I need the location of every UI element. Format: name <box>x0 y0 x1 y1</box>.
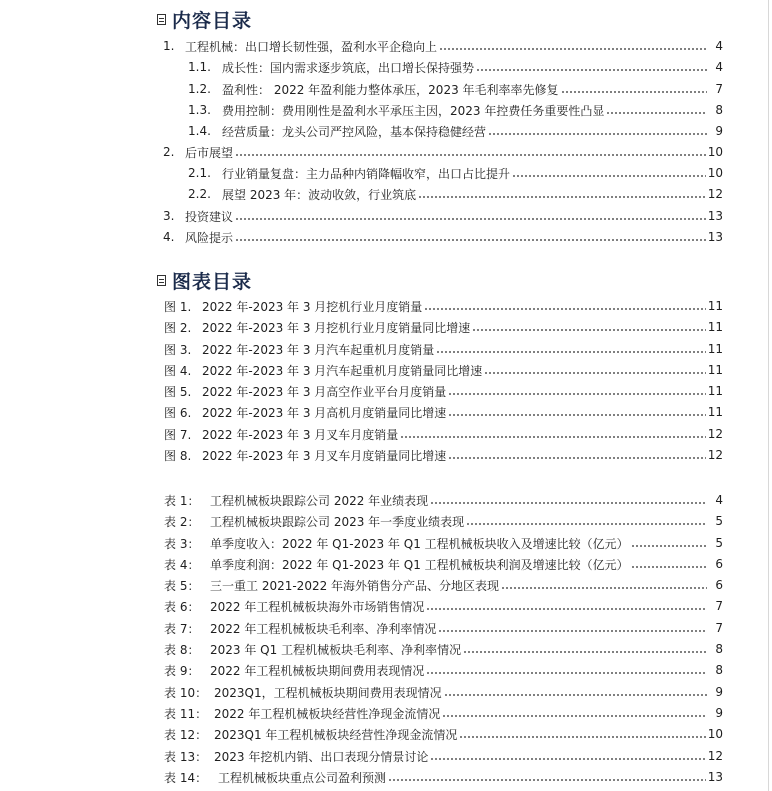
toc-entry[interactable] <box>188 100 723 120</box>
toc-entry-title: 费用控制：费用刚性是盈利水平承压主因，2023 年控费任务重要性凸显 <box>222 103 605 118</box>
figure-entry-title: 2022 年-2023 年 3 月挖机行业月度销量 <box>202 299 423 314</box>
figure-entry-page: 11 <box>707 363 723 377</box>
toc-entry-title: 经营质量：龙头公司严控风险，基本保持稳健经营 <box>222 124 487 139</box>
dot-leader <box>448 392 705 397</box>
table-entry[interactable] <box>164 575 723 595</box>
figure-entry-number: 图 6. <box>164 405 192 420</box>
dot-leader <box>512 174 706 179</box>
dot-leader <box>631 544 707 549</box>
toc-entry-number: 1.1. <box>188 60 211 74</box>
table-entry-title: 2023Q1，工程机械板块期间费用表现情况 <box>214 685 442 700</box>
toc-entry-title: 盈利性： 2022 年盈利能力整体承压，2023 年毛利率率先修复 <box>222 82 559 97</box>
dot-leader <box>466 522 707 527</box>
table-entry-page: 5 <box>715 514 723 528</box>
table-entry-number: 表 1： <box>164 493 200 508</box>
toc-entry-page: 10 <box>707 145 723 159</box>
dot-leader <box>631 565 707 570</box>
dot-leader <box>235 217 706 222</box>
table-entry-title: 2022 年工程机械板块海外市场销售情况 <box>210 599 425 614</box>
table-entry-page: 6 <box>715 557 723 571</box>
dot-leader <box>426 607 707 612</box>
dot-leader <box>472 328 705 333</box>
contents-heading <box>157 5 252 33</box>
toc-entry-title: 行业销量复盘：主力品种内销降幅收窄，出口占比提升 <box>222 166 511 181</box>
figure-entry-title: 2022 年-2023 年 3 月高空作业平台月度销量 <box>202 384 447 399</box>
figure-entry-page: 11 <box>707 320 723 334</box>
figure-entry-title: 2022 年-2023 年 3 月挖机行业月度销量同比增速 <box>202 320 471 335</box>
figure-entry-page: 11 <box>707 384 723 398</box>
toc-entry[interactable] <box>163 206 723 226</box>
dot-leader <box>442 714 707 719</box>
table-entry[interactable] <box>164 511 723 531</box>
table-entry-page: 6 <box>715 578 723 592</box>
table-entry-number: 表 10： <box>164 685 208 700</box>
table-entry-number: 表 11： <box>164 706 208 721</box>
dot-leader <box>388 778 706 783</box>
figure-entry[interactable] <box>164 381 723 401</box>
figure-entry-number: 图 8. <box>164 448 192 463</box>
toc-entry[interactable] <box>188 79 723 99</box>
table-entry-page: 9 <box>715 706 723 720</box>
table-entry-title: 2023Q1 年工程机械板块经营性净现金流情况 <box>214 727 458 742</box>
dot-leader <box>488 132 707 137</box>
toc-entry[interactable] <box>163 227 723 247</box>
dot-leader <box>235 153 706 158</box>
dot-leader <box>448 413 705 418</box>
table-entry[interactable] <box>164 682 723 702</box>
table-entry-page: 8 <box>715 642 723 656</box>
table-entry-number: 表 9： <box>164 663 200 678</box>
table-entry-number: 表 3： <box>164 536 200 551</box>
table-entry-number: 表 4： <box>164 557 200 572</box>
table-entry-page: 10 <box>707 727 723 741</box>
figure-entry-page: 11 <box>707 405 723 419</box>
table-entry-title: 工程机械板块跟踪公司 2022 年业绩表现 <box>210 493 429 508</box>
table-entry[interactable] <box>164 660 723 680</box>
table-entry-title: 工程机械板块跟踪公司 2023 年一季度业绩表现 <box>210 514 465 529</box>
toc-entry[interactable] <box>163 142 723 162</box>
figure-entry-title: 2022 年-2023 年 3 月叉车月度销量 <box>202 427 399 442</box>
toc-entry[interactable] <box>163 36 723 56</box>
figure-entry-page: 11 <box>707 299 723 313</box>
contents-heading-text: 内容目录 <box>172 9 253 32</box>
figure-entry-title: 2022 年-2023 年 3 月叉车月度销量同比增速 <box>202 448 447 463</box>
table-entry-number: 表 7： <box>164 621 200 636</box>
toc-entry-number: 1.4. <box>188 124 211 138</box>
table-entry-page: 7 <box>715 599 723 613</box>
table-entry-title: 2022 年工程机械板块经营性净现金流情况 <box>214 706 441 721</box>
table-entry-page: 5 <box>715 536 723 550</box>
dot-leader <box>444 693 707 698</box>
toc-entry-title: 展望 2023 年：波动收敛，行业筑底 <box>222 187 417 202</box>
toc-entry-number: 4. <box>163 230 175 244</box>
figures-heading <box>157 266 252 294</box>
figures-heading-text: 图表目录 <box>172 270 253 293</box>
dot-leader <box>400 435 705 440</box>
table-entry-number: 表 5： <box>164 578 200 593</box>
toc-entry-number: 2.1. <box>188 166 211 180</box>
table-entry[interactable] <box>164 533 723 553</box>
toc-entry[interactable] <box>188 121 723 141</box>
table-entry-title: 2023 年挖机内销、出口表现分情景讨论 <box>214 749 429 764</box>
toc-entry[interactable] <box>188 184 723 204</box>
toc-entry-number: 1.3. <box>188 103 211 117</box>
table-entry-number: 表 14： <box>164 770 208 785</box>
table-entry-title: 2022 年工程机械板块毛利率、净利率情况 <box>210 621 437 636</box>
toc-entry-page: 7 <box>715 82 723 96</box>
toc-entry-page: 4 <box>715 39 723 53</box>
table-entry-number: 表 8： <box>164 642 200 657</box>
toc-entry-title: 成长性：国内需求逐步筑底，出口增长保持强势 <box>222 60 475 75</box>
dot-leader <box>459 735 705 740</box>
figure-entry[interactable] <box>164 339 723 359</box>
toc-entry-page: 8 <box>715 103 723 117</box>
figure-entry-page: 12 <box>707 448 723 462</box>
table-entry-title: 单季度利润：2022 年 Q1-2023 年 Q1 工程机械板块利润及增速比较（亿元） <box>210 557 629 572</box>
dot-leader <box>439 47 707 52</box>
toc-entry-number: 1.2. <box>188 82 211 96</box>
dot-leader <box>426 671 707 676</box>
table-entry-number: 表 13： <box>164 749 208 764</box>
figure-entry-title: 2022 年-2023 年 3 月汽车起重机月度销量 <box>202 342 435 357</box>
dot-leader <box>436 350 705 355</box>
toc-entry-number: 2. <box>163 145 175 159</box>
toc-entry-page: 4 <box>715 60 723 74</box>
table-entry-page: 4 <box>715 493 723 507</box>
table-entry-title: 单季度收入：2022 年 Q1-2023 年 Q1 工程机械板块收入及增速比较（亿元） <box>210 536 629 551</box>
figure-entry-number: 图 2. <box>164 320 192 335</box>
toc-entry-page: 10 <box>707 166 723 180</box>
figure-entry[interactable] <box>164 317 723 337</box>
table-entry-number: 表 2： <box>164 514 200 529</box>
table-entry[interactable] <box>164 490 723 510</box>
table-entry[interactable] <box>164 639 723 659</box>
toc-entry-number: 2.2. <box>188 187 211 201</box>
table-entry-number: 表 6： <box>164 599 200 614</box>
table-entry-page: 12 <box>707 749 723 763</box>
dot-leader <box>424 307 705 312</box>
toc-entry-number: 1. <box>163 39 175 53</box>
dot-leader <box>448 456 705 461</box>
table-entry-page: 8 <box>715 663 723 677</box>
dot-leader <box>476 68 707 73</box>
figure-entry-page: 12 <box>707 427 723 441</box>
table-entry-title: 2022 年工程机械板块期间费用表现情况 <box>210 663 425 678</box>
table-entry-page: 7 <box>715 621 723 635</box>
dot-leader <box>430 757 705 762</box>
figure-entry[interactable] <box>164 402 723 422</box>
figure-entry-number: 图 5. <box>164 384 192 399</box>
figure-entry[interactable] <box>164 445 723 465</box>
toc-entry-title: 工程机械：出口增长韧性强，盈利水平企稳向上 <box>185 39 438 54</box>
figure-entry-number: 图 7. <box>164 427 192 442</box>
toc-entry-number: 3. <box>163 209 175 223</box>
dot-leader <box>463 650 707 655</box>
dot-leader <box>235 238 706 243</box>
dot-leader <box>606 111 707 116</box>
figure-entry-number: 图 1. <box>164 299 192 314</box>
figure-entry-title: 2022 年-2023 年 3 月汽车起重机月度销量同比增速 <box>202 363 483 378</box>
table-entry-page: 9 <box>715 685 723 699</box>
table-entry-number: 表 12： <box>164 727 208 742</box>
figure-entry-title: 2022 年-2023 年 3 月高机月度销量同比增速 <box>202 405 447 420</box>
figure-entry[interactable] <box>164 360 723 380</box>
dot-leader <box>430 501 707 506</box>
table-entry[interactable] <box>164 724 723 744</box>
toc-entry-title: 风险提示 <box>185 230 234 245</box>
figure-entry-number: 图 3. <box>164 342 192 357</box>
table-entry[interactable] <box>164 746 723 766</box>
toc-entry-title: 后市展望 <box>185 145 234 160</box>
toc-entry-page: 12 <box>707 187 723 201</box>
toc-entry[interactable] <box>188 163 723 183</box>
document-icon <box>157 275 166 286</box>
figure-entry-page: 11 <box>707 342 723 356</box>
table-entry[interactable] <box>164 703 723 723</box>
table-entry-title: 2023 年 Q1 工程机械板块毛利率、净利率情况 <box>210 642 462 657</box>
toc-entry-page: 9 <box>715 124 723 138</box>
table-entry-title: 三一重工 2021-2022 年海外销售分产品、分地区表现 <box>210 578 500 593</box>
dot-leader <box>501 586 707 591</box>
document-icon <box>157 14 166 25</box>
table-entry[interactable] <box>164 596 723 616</box>
table-entry-page: 13 <box>707 770 723 784</box>
figure-entry[interactable] <box>164 296 723 316</box>
dot-leader <box>484 371 705 376</box>
table-entry[interactable] <box>164 767 723 787</box>
figure-entry-number: 图 4. <box>164 363 192 378</box>
figure-entry[interactable] <box>164 424 723 444</box>
toc-entry-title: 投资建议 <box>185 209 234 224</box>
dot-leader <box>438 629 707 634</box>
toc-entry[interactable] <box>188 57 723 77</box>
page-edge <box>768 0 769 791</box>
dot-leader <box>418 195 706 200</box>
table-entry[interactable] <box>164 554 723 574</box>
table-entry[interactable] <box>164 618 723 638</box>
dot-leader <box>561 90 707 95</box>
table-entry-title: 工程机械板块重点公司盈利预测 <box>218 770 387 785</box>
toc-entry-page: 13 <box>707 209 723 223</box>
toc-entry-page: 13 <box>707 230 723 244</box>
